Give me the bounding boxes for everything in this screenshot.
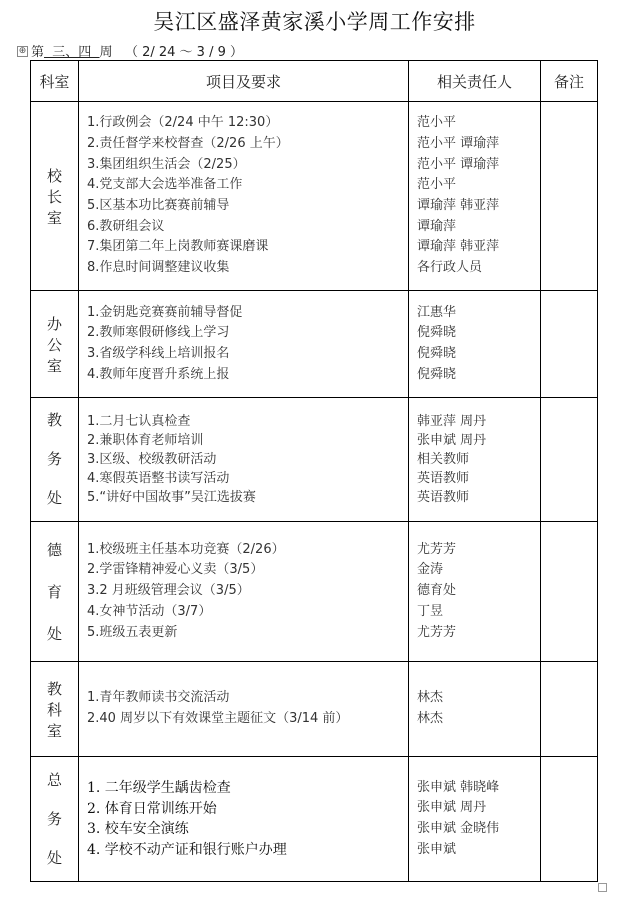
dept-char: 科 <box>46 700 62 719</box>
item-line: 4.党支部大会选举准备工作 <box>87 177 243 193</box>
item-line: 3.集团组织生活会（2/25） <box>87 156 246 172</box>
department-cell <box>31 522 79 662</box>
dept-char: 校 <box>46 166 62 185</box>
week-info-line <box>31 41 243 60</box>
person-line: 张申斌 金晓伟 <box>417 821 500 836</box>
notes-cell[interactable] <box>541 398 598 522</box>
item-line: 4.寒假英语整书读写活动 <box>87 471 230 486</box>
item-line: 7.集团第二年上岗教师赛课磨课 <box>87 239 269 255</box>
item-line: 1. 二年级学生龋齿检查 <box>87 780 231 796</box>
responsible-cell[interactable] <box>409 662 541 757</box>
department-cell <box>31 398 79 522</box>
item-line: 3.区级、校级教研活动 <box>87 452 217 467</box>
notes-cell[interactable] <box>541 102 598 291</box>
item-line: 5.“讲好中国故事”吴江选拔赛 <box>87 490 256 505</box>
item-line: 1.金钥匙竞赛赛前辅导督促 <box>87 304 243 320</box>
person-line: 张申斌 <box>417 841 457 857</box>
department-cell <box>31 662 79 757</box>
person-line: 范小平 <box>417 177 457 193</box>
items-cell[interactable] <box>79 662 409 757</box>
week-suffix: 周 <box>99 45 113 60</box>
table-move-handle-icon[interactable]: ⊕ <box>18 46 27 56</box>
date-range: （ 2/ 24 ～ 3 / 9 ） <box>112 45 244 60</box>
schedule-table <box>30 60 598 882</box>
person-line: 林杰 <box>417 690 444 706</box>
item-line: 1.校级班主任基本功竞赛（2/26） <box>87 541 285 557</box>
notes-cell[interactable] <box>541 662 598 757</box>
notes-cell[interactable] <box>541 522 598 662</box>
header-items: 项目及要求 <box>79 61 409 102</box>
person-line: 张申斌 韩晓峰 <box>417 779 500 795</box>
dept-char: 室 <box>46 721 62 740</box>
item-line: 3. 校车安全演练 <box>87 821 189 837</box>
responsible-cell[interactable] <box>409 522 541 662</box>
dept-char: 室 <box>46 208 62 227</box>
person-line: 张申斌 周丹 <box>417 800 487 816</box>
responsible-cell[interactable] <box>409 291 541 398</box>
item-line: 4.女神节活动（3/7） <box>87 603 212 619</box>
person-line: 相关教师 <box>417 452 470 467</box>
responsible-cell[interactable] <box>409 398 541 522</box>
week-numbers: 三、四 <box>44 45 100 60</box>
person-line: 尤芳芳 <box>417 541 457 557</box>
items-cell[interactable] <box>79 522 409 662</box>
person-line: 金涛 <box>417 562 444 578</box>
table-row <box>31 291 598 398</box>
person-line: 谭瑜萍 韩亚萍 <box>417 198 500 213</box>
item-line: 4.教师年度晋升系统上报 <box>87 366 230 382</box>
person-line: 范小平 谭瑜萍 <box>417 135 500 151</box>
person-line: 各行政人员 <box>417 260 483 276</box>
person-line: 韩亚萍 周丹 <box>417 414 487 429</box>
item-line: 1.行政例会（2/24 中午 12:30） <box>87 115 279 131</box>
responsible-cell[interactable] <box>409 757 541 882</box>
notes-cell[interactable] <box>541 757 598 882</box>
person-line: 倪舜晓 <box>417 325 457 341</box>
department-cell <box>31 291 79 398</box>
dept-char: 务 <box>46 450 62 468</box>
table-row <box>31 398 598 522</box>
responsible-cell[interactable] <box>409 102 541 291</box>
item-line: 2.兼职体育老师培训 <box>87 433 204 448</box>
dept-char: 处 <box>46 624 62 643</box>
items-cell[interactable] <box>79 102 409 291</box>
dept-char: 处 <box>46 848 62 867</box>
person-line: 林杰 <box>417 711 444 726</box>
table-resize-handle-icon[interactable] <box>598 883 607 892</box>
item-line: 6.教研组会议 <box>87 218 165 234</box>
department-cell <box>31 102 79 291</box>
item-line: 2.学雷锋精神爱心义卖（3/5） <box>87 562 264 578</box>
item-line: 3.省级学科线上培训报名 <box>87 346 230 361</box>
person-line: 张申斌 周丹 <box>417 433 487 448</box>
person-line: 范小平 谭瑜萍 <box>417 156 500 172</box>
header-department: 科室 <box>31 61 79 102</box>
items-cell[interactable] <box>79 291 409 398</box>
dept-char: 办 <box>46 314 62 333</box>
item-line: 2.责任督学来校督查（2/26 上午） <box>87 135 289 151</box>
table-row <box>31 102 598 291</box>
item-line: 2.教师寒假研修线上学习 <box>87 325 230 341</box>
item-line: 2. 体育日常训练开始 <box>87 800 217 817</box>
person-line: 谭瑜萍 <box>417 218 457 234</box>
item-line: 3.2 月班级管理会议（3/5） <box>87 583 250 599</box>
notes-cell[interactable] <box>541 291 598 398</box>
dept-char: 务 <box>46 809 62 828</box>
dept-char: 长 <box>46 187 62 206</box>
table-row <box>31 522 598 662</box>
dept-char: 公 <box>46 335 62 354</box>
header-responsible: 相关责任人 <box>409 61 541 102</box>
week-prefix: 第 <box>31 45 45 60</box>
item-line: 8.作息时间调整建议收集 <box>87 260 230 276</box>
item-line: 5.班级五表更新 <box>87 624 178 640</box>
person-line: 江惠华 <box>417 304 457 320</box>
item-line: 1.二月七认真检查 <box>87 414 191 429</box>
document-title: 吴江区盛泽黄家溪小学周工作安排 <box>153 10 476 34</box>
person-line: 德育处 <box>417 583 457 599</box>
dept-char: 教 <box>46 679 62 698</box>
items-cell[interactable] <box>79 398 409 522</box>
item-line: 2.40 周岁以下有效课堂主题征文（3/14 前） <box>87 711 349 726</box>
person-line: 英语教师 <box>417 471 470 486</box>
table-row <box>31 662 598 757</box>
table-row <box>31 757 598 882</box>
dept-char: 育 <box>46 582 62 601</box>
items-cell[interactable] <box>79 757 409 882</box>
header-row <box>31 61 598 102</box>
person-line: 英语教师 <box>417 490 470 505</box>
person-line: 倪舜晓 <box>417 346 457 361</box>
person-line: 谭瑜萍 韩亚萍 <box>417 239 500 255</box>
header-notes: 备注 <box>541 61 598 102</box>
person-line: 倪舜晓 <box>417 366 457 382</box>
dept-char: 教 <box>46 411 62 429</box>
dept-char: 总 <box>46 770 62 789</box>
dept-char: 处 <box>46 489 62 507</box>
dept-char: 德 <box>46 540 62 559</box>
person-line: 丁昱 <box>417 603 444 619</box>
person-line: 尤芳芳 <box>417 624 457 640</box>
item-line: 5.区基本功比赛赛前辅导 <box>87 198 230 213</box>
department-cell <box>31 757 79 882</box>
item-line: 1.青年教师读书交流活动 <box>87 690 230 706</box>
dept-char: 室 <box>46 356 62 375</box>
person-line: 范小平 <box>417 115 457 131</box>
item-line: 4. 学校不动产证和银行账户办理 <box>87 841 287 858</box>
